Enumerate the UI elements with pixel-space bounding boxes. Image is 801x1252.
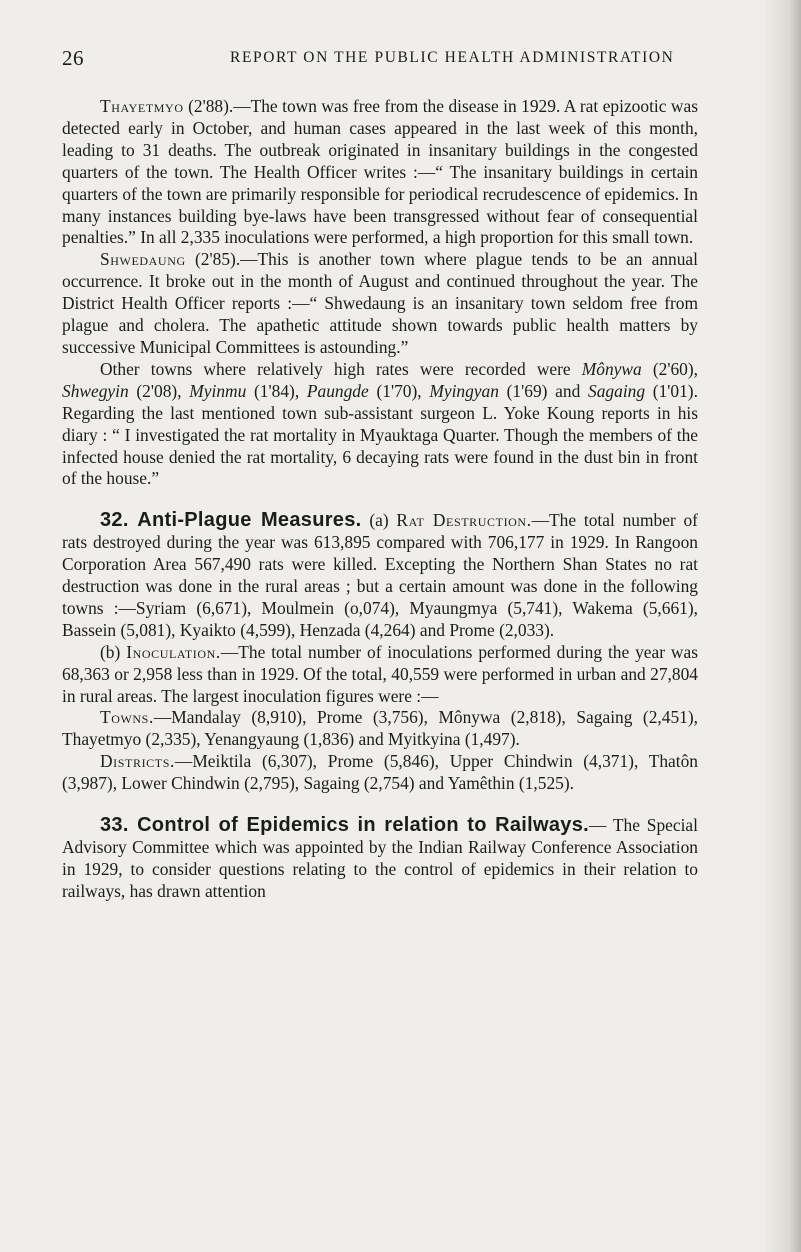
paragraph-thayetmyo [62, 96, 698, 249]
inoculation-paragraph [62, 642, 698, 708]
section-32-paragraph [62, 510, 698, 641]
text-run: (1'69) and [506, 380, 581, 401]
paragraph-text: — The Special Advisory Committee which was appointed by the Indian Railway Conference Association in 1929, to consider questions relating to the control of epidemics in their relation to railways, has drawn attention [62, 815, 698, 901]
subsection-title: Inoculation. [126, 641, 221, 662]
page-edge-shadow [763, 0, 801, 1252]
paragraph-other-towns [62, 359, 698, 490]
text-run: (2'08), [136, 380, 182, 401]
town-name: Sagaing [588, 380, 646, 401]
text-run: (2'60), [652, 358, 698, 379]
text-run: Other towns where relatively high rates were recorded were [100, 358, 571, 379]
paragraph-text: —The total number of rats destroyed during the year was 613,895 compared with 706,177 in 1929. In Rangoon Corporation Area 567,490 rats were killed. Excepting the Northern Shan States no rat destruction was done in the rural areas ; but a certain amount was done in the following towns :—Syriam (6,671), Moulmein (o,074), Myaungmya (5,741), Wakema (5,661), Bassein (5,081), Kyaikto (4,599), Henzada (4,264) and Prome (2,033). [62, 510, 698, 640]
paragraph-text: (2'85).—This is another town where plague tends to be an annual occurrence. It broke out in the month of August and continued throughout the year. The District Health Officer reports :—“ Shwedaung is an insanitary town seldom free from plague and cholera. The apathetic attitude shown towards public health matters by successive Municipal Committees is astounding.” [62, 249, 698, 357]
subsection-title: Rat Destruction. [396, 510, 532, 531]
districts-paragraph [62, 751, 698, 795]
section-heading: 33. Control of Epidemics in relation to Railways. [100, 814, 589, 837]
list-label: Districts. [100, 751, 175, 772]
town-name: Shwedaung [100, 249, 186, 270]
running-title: REPORT ON THE PUBLIC HEALTH ADMINISTRATION [230, 49, 675, 66]
towns-paragraph [62, 707, 698, 751]
list-label: Towns. [100, 707, 154, 728]
body-text [62, 96, 698, 903]
subsection-label: (a) [369, 510, 389, 531]
page-number: 26 [62, 46, 84, 70]
text-run: (1'70), [376, 380, 422, 401]
page-header [62, 46, 702, 76]
town-name: Paungde [306, 380, 369, 401]
paragraph-shwedaung [62, 249, 698, 359]
text-run: (1'84), [254, 380, 300, 401]
subsection-label: (b) [100, 641, 121, 662]
text-run: (1'01). Regarding the last mentioned town sub-assistant surgeon L. Yoke Koung reports in his diary : “ I investigated the rat mortality in Myauktaga Quarter. Though the members of the infected house denied the rat mortality, 6 decaying rats were found in the dust bin in front of the house.” [62, 380, 698, 489]
section-33-paragraph [62, 815, 698, 903]
paragraph-text: —Mandalay (8,910), Prome (3,756), Mônywa (2,818), Sagaing (2,451), Thayetmyo (2,335), Yenangyaung (1,836) and Myitkyina (1,497). [62, 707, 698, 750]
section-heading: 32. Anti-Plague Measures. [100, 509, 362, 532]
town-name: Thayetmyo [100, 96, 184, 116]
town-name: Myingyan [429, 380, 499, 401]
town-name: Myinmu [189, 380, 247, 401]
paragraph-text: (2'88).—The town was free from the disease in 1929. A rat epizootic was detected early in October, and human cases appeared in the last week of this month, leading to 31 deaths. The outbreak originated in insanitary buildings in the congested quarters of the town. The Health Officer writes :—“ The insanitary buildings in certain quarters of the town are primarily responsible for periodical recrudescence of epidemics. In many instances building bye-laws have been transgressed without fear of consequential penalties.” In all 2,335 inoculations were performed, a high proportion for this small town. [62, 96, 698, 248]
town-name: Shwegyin [62, 380, 129, 401]
paragraph-text: —The total number of inoculations performed during the year was 68,363 or 2,958 less than in 1929. Of the total, 40,559 were performed in urban and 27,804 in rural areas. The largest inoculation figures were :— [62, 641, 698, 706]
town-name: Mônywa [581, 358, 642, 379]
paragraph-text: —Meiktila (6,307), Prome (5,846), Upper Chindwin (4,371), Thatôn (3,987), Lower Chindwin (2,795), Sagaing (2,754) and Yamêthin (1,525). [62, 751, 698, 794]
